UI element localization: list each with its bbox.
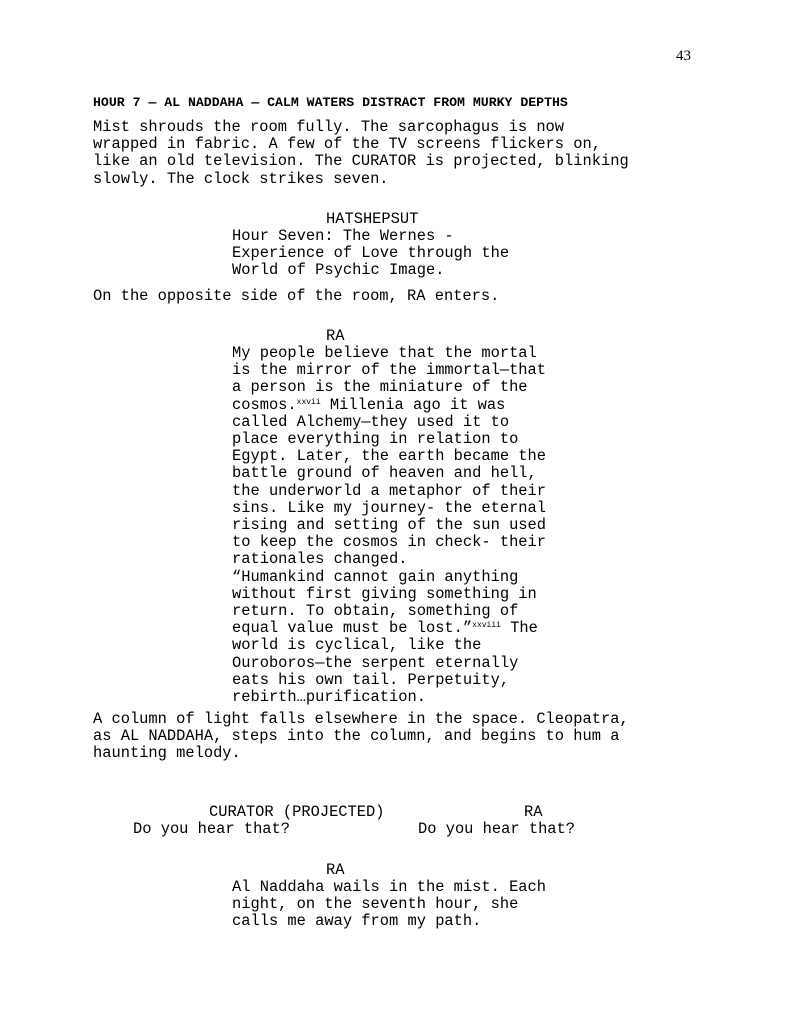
dialogue-hatshepsut: Hour Seven: The Wernes - Experience of Love through the World of Psychic Image.	[232, 227, 510, 280]
action-paragraph-1: Mist shrouds the room fully. The sarcophagus is now wrapped in fabric. A few of the TV screens flickers on, like an old television. The CURATOR is projected, blinking slowly. The clock strikes seven.	[93, 118, 629, 188]
dual-dialogue-left-text: Do you hear that?	[133, 820, 291, 838]
dual-dialogue-right-character: RA	[524, 803, 543, 821]
action-paragraph-3: A column of light falls elsewhere in the space. Cleopatra, as AL NADDAHA, steps into the column, and begins to hum a haunting melody.	[93, 710, 629, 763]
dialogue-ra-1-part-b: Millenia ago it was called Alchemy—they used it to place everything in relation to Egypt. Later, the earth became the battle ground of heaven and hell, the underworld a metaphor of their sins. Like my journey- the eternal rising and setting of the sun used to keep the cosmos in check- their rationales changed. “Humankind cannot gain anything without first giving something in return. To obtain, something of equal value must be lost.”	[232, 395, 547, 638]
character-ra-1: RA	[326, 327, 345, 345]
character-hatshepsut: HATSHEPSUT	[326, 210, 419, 228]
scene-heading: HOUR 7 — AL NADDAHA — CALM WATERS DISTRACT FROM MURKY DEPTHS	[93, 95, 568, 110]
dual-dialogue-left-character: CURATOR (PROJECTED)	[209, 803, 385, 821]
page-number: 43	[676, 48, 691, 64]
character-ra-2: RA	[326, 861, 345, 879]
dialogue-ra-1	[232, 345, 562, 706]
action-paragraph-2: On the opposite side of the room, RA enters.	[93, 287, 500, 305]
dual-dialogue-right-text: Do you hear that?	[418, 820, 576, 838]
footnote-marker-xxviii: xxviii	[472, 621, 501, 631]
dialogue-ra-1-part-a: My people believe that the mortal is the mirror of the immortal—that a person is the miniature of the cosmos.	[232, 344, 547, 414]
dialogue-ra-2: Al Naddaha wails in the mist. Each night, on the seventh hour, she calls me away from my path.	[232, 878, 547, 931]
footnote-marker-xxvii: xxvii	[296, 397, 321, 407]
dialogue-ra-1-part-c: The world is cyclical, like the Ouroboros—the serpent eternally eats his own tail. Perpetuity, rebirth…purification.	[232, 619, 538, 707]
